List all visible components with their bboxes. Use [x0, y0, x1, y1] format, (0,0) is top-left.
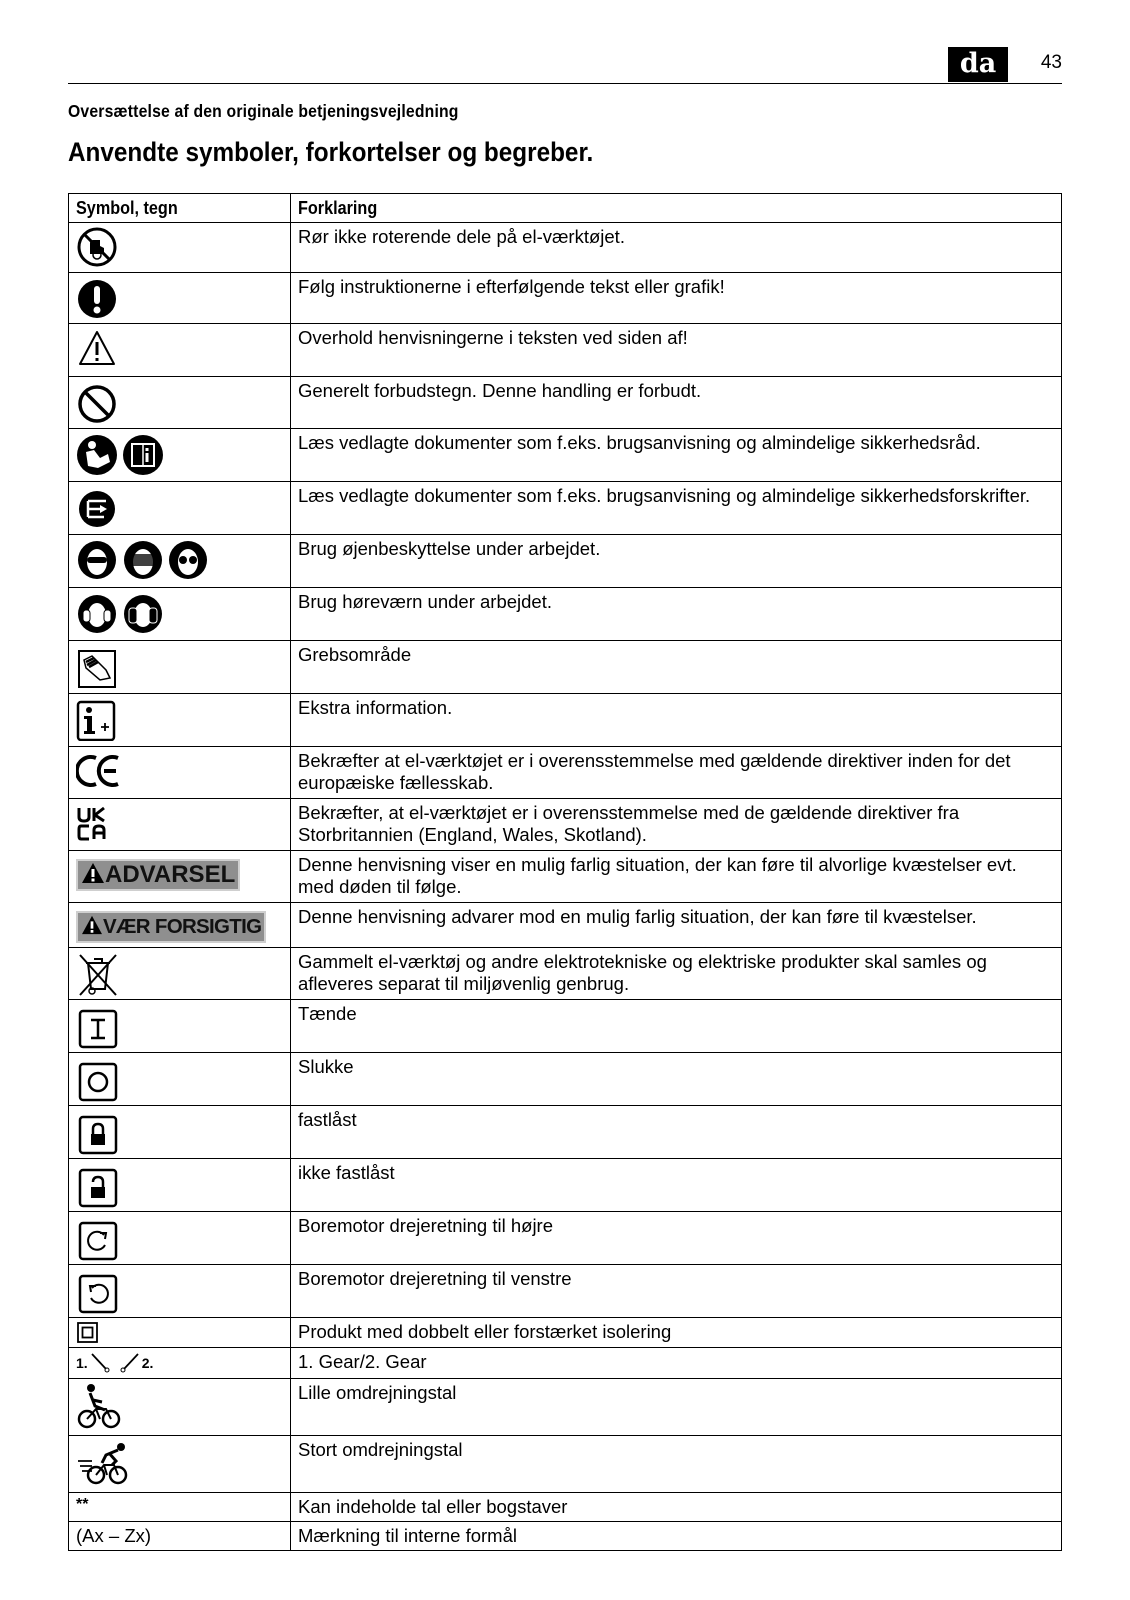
table-row [69, 324, 1062, 377]
row-explanation: Tænde [291, 1000, 1062, 1053]
caution-label: VÆR FORSIGTIG [76, 911, 266, 943]
row-explanation: Kan indeholde tal eller bogstaver [291, 1493, 1062, 1522]
prohibition-icon [76, 380, 118, 424]
row-explanation: Slukke [291, 1053, 1062, 1106]
lock-closed-icon [76, 1109, 120, 1155]
warning-triangle-icon [76, 327, 118, 369]
section-title: Anvendte symboler, forkortelser og begreber. [68, 137, 594, 167]
table-row [69, 641, 1062, 694]
row-explanation: Denne henvisning advarer mod en mulig farlig situation, der kan føre til kvæstelser. [291, 903, 1062, 948]
table-row [69, 747, 1062, 799]
ce-mark-icon [76, 750, 124, 792]
row-explanation: Denne henvisning viser en mulig farlig situation, der kan føre til alvorlige kvæstelser evt. med døden til følge. [291, 851, 1062, 903]
row-explanation: Bekræfter at el-værktøjet er i overensstemmelse med gældende direktiver inden for det europæiske fællesskab. [291, 747, 1062, 799]
gear-1-label: 1. [76, 1355, 88, 1371]
table-row [69, 429, 1062, 482]
row-explanation: fastlåst [291, 1106, 1062, 1159]
rotate-left-icon [76, 1268, 120, 1314]
table-row [69, 273, 1062, 324]
rotate-right-icon [76, 1215, 120, 1261]
mandatory-exclamation-icon [76, 276, 118, 320]
table-row [69, 1106, 1062, 1159]
table-row [69, 948, 1062, 1000]
hearing-protection-icon [76, 591, 166, 640]
warning-triangle-icon [81, 862, 105, 884]
row-explanation: 1. Gear/2. Gear [291, 1348, 1062, 1379]
table-row [69, 588, 1062, 641]
table-row [69, 377, 1062, 429]
column-header-explanation: Forklaring [291, 194, 1062, 223]
gear-selection-icon [76, 1351, 153, 1374]
row-explanation: Rør ikke roterende dele på el-værktøjet. [291, 223, 1062, 273]
table-row [69, 1159, 1062, 1212]
table-row [69, 223, 1062, 273]
warning-label: ADVARSEL [76, 859, 240, 891]
row-explanation: Boremotor drejeretning til venstre [291, 1265, 1062, 1318]
safety-documents-icon [76, 485, 118, 529]
no-touch-rotating-icon [76, 226, 118, 268]
power-off-icon [76, 1056, 120, 1102]
table-row [69, 1053, 1062, 1106]
table-row [69, 1379, 1062, 1436]
ukca-mark-icon [76, 802, 118, 844]
row-explanation: Læs vedlagte dokumenter som f.eks. brugsanvisning og almindelige sikkerhedsråd. [291, 429, 1062, 482]
row-explanation: Grebsområde [291, 641, 1062, 694]
row-explanation: Lille omdrejningstal [291, 1379, 1062, 1436]
row-explanation: Læs vedlagte dokumenter som f.eks. brugsanvisning og almindelige sikkerhedsforskrifter. [291, 482, 1062, 535]
table-row [69, 535, 1062, 588]
power-on-icon [76, 1003, 120, 1049]
table-row [69, 851, 1062, 903]
lock-open-icon [76, 1162, 120, 1208]
double-insulation-icon [76, 1321, 100, 1345]
row-explanation: Generelt forbudstegn. Denne handling er forbudt. [291, 377, 1062, 429]
grip-area-icon [76, 644, 118, 688]
row-explanation: ikke fastlåst [291, 1159, 1062, 1212]
info-plus-icon [76, 697, 118, 741]
table-row [69, 1493, 1062, 1522]
table-row [69, 903, 1062, 948]
table-row [69, 1318, 1062, 1348]
gear-2-label: 2. [141, 1355, 154, 1371]
table-row [69, 1265, 1062, 1318]
row-explanation: Ekstra information. [291, 694, 1062, 747]
row-explanation: Brug høreværn under arbejdet. [291, 588, 1062, 641]
text-symbol: (Ax – Zx) [69, 1522, 291, 1551]
row-explanation: Boremotor drejeretning til højre [291, 1212, 1062, 1265]
row-explanation: Stort omdrejningstal [291, 1436, 1062, 1493]
table-row [69, 1348, 1062, 1379]
table-header-row [69, 194, 1062, 223]
table-row [69, 482, 1062, 535]
row-explanation: Følg instruktionerne i efterfølgende tekst eller grafik! [291, 273, 1062, 324]
page-header [68, 47, 1062, 84]
eye-protection-icon [76, 538, 211, 587]
high-speed-cyclist-icon [76, 1439, 128, 1487]
row-explanation: Brug øjenbeskyttelse under arbejdet. [291, 535, 1062, 588]
column-header-symbol: Symbol, tegn [69, 194, 291, 223]
row-explanation: Bekræfter, at el-værktøjet er i overensstemmelse med de gældende direktiver fra Storbritannien (England, Wales, Skotland). [291, 799, 1062, 851]
read-manual-icon [76, 432, 166, 481]
page-number: 43 [1040, 52, 1062, 73]
table-row [69, 799, 1062, 851]
table-row [69, 1436, 1062, 1493]
row-explanation: Mærkning til interne formål [291, 1522, 1062, 1551]
low-speed-cyclist-icon [76, 1382, 122, 1430]
table-row [69, 1212, 1062, 1265]
symbol-table [68, 193, 1062, 1551]
language-tab: da [948, 47, 1008, 82]
table-row [69, 1522, 1062, 1551]
text-symbol: ** [69, 1493, 291, 1522]
warning-triangle-icon [81, 915, 103, 935]
weee-bin-icon [76, 951, 120, 997]
table-row [69, 694, 1062, 747]
table-row [69, 1000, 1062, 1053]
row-explanation: Overhold henvisningerne i teksten ved siden af! [291, 324, 1062, 377]
row-explanation: Gammelt el-værktøj og andre elektrotekniske og elektriske produkter skal samles og afleveres separat til miljøvenlig genbrug. [291, 948, 1062, 1000]
row-explanation: Produkt med dobbelt eller forstærket isolering [291, 1318, 1062, 1348]
document-subtitle: Oversættelse af den originale betjeningsvejledning [68, 101, 459, 121]
